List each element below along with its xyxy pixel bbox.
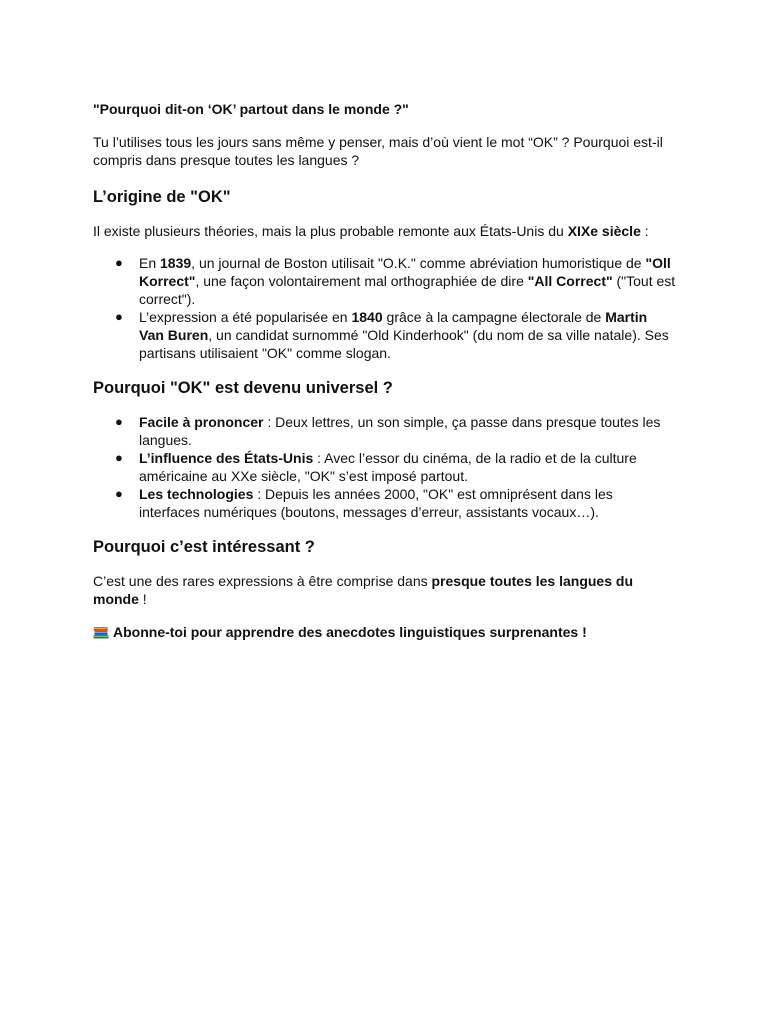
universal-list (93, 413, 676, 521)
item-bold: 1839 (160, 255, 192, 271)
item-text: : Deux lettres, un son simple, ça passe dans presque toutes les langues. (139, 414, 661, 448)
bullet-icon: ● (115, 309, 123, 324)
origin-lead-paragraph (93, 222, 676, 240)
subscribe-callout (93, 623, 676, 641)
section-heading-universal: Pourquoi "OK" est devenu universel ? (93, 379, 393, 397)
origin-lead-text: Il existe plusieurs théories, mais la plus probable remonte aux États-Unis du (93, 223, 568, 239)
list-item (115, 485, 676, 521)
list-item (115, 308, 676, 362)
item-bold: L’influence des États-Unis (139, 450, 314, 466)
item-bold: 1840 (351, 309, 383, 325)
item-bold: Les technologies (139, 486, 254, 502)
section-heading-interesting: Pourquoi c’est intéressant ? (93, 538, 315, 556)
paragraph-bold: presque toutes les langues du monde (93, 573, 633, 607)
item-text: , un journal de Boston utilisait "O.K." comme abréviation humoristique de (191, 255, 646, 271)
origin-lead-end: : (640, 223, 649, 239)
bullet-icon: ● (115, 255, 123, 270)
item-text: ("Tout est correct"). (139, 273, 676, 307)
subscribe-text: Abonne-toi pour apprendre des anecdotes linguistiques surprenantes ! (113, 624, 587, 640)
item-bold: "All Correct" (527, 273, 613, 289)
item-text: grâce à la campagne électorale de (382, 309, 606, 325)
list-item (115, 254, 676, 308)
origin-list (93, 254, 676, 362)
document-title: "Pourquoi dit-on ‘OK’ partout dans le monde ?" (93, 101, 409, 117)
list-item (115, 449, 676, 485)
paragraph-text: C’est une des rares expressions à être comprise dans (93, 573, 432, 589)
section-heading-origin: L’origine de "OK" (93, 188, 231, 206)
list-item (115, 413, 676, 449)
bullet-icon: ● (115, 450, 123, 465)
intro-paragraph: Tu l’utilises tous les jours sans même y penser, mais d’où vient le mot “OK” ? Pourquoi est-il compris dans presque toutes les langues ? (93, 134, 663, 168)
item-text: , une façon volontairement mal orthographiée de dire (195, 273, 528, 289)
bullet-icon: ● (115, 486, 123, 501)
item-bold: Facile à prononcer (139, 414, 264, 430)
item-text: : Avec l’essor du cinéma, de la radio et de la culture américaine au XXe siècle, "OK" s’est imposé partout. (139, 450, 637, 484)
bullet-icon: ● (115, 414, 123, 429)
item-bold: "Oll Korrect" (139, 255, 671, 289)
origin-lead-bold: XIXe siècle (567, 223, 641, 239)
item-text: L’expression a été popularisée en (139, 309, 352, 325)
item-text: : Depuis les années 2000, "OK" est omniprésent dans les interfaces numériques (boutons, messages d’erreur, assistants vocaux…). (139, 486, 613, 520)
paragraph-text: ! (138, 591, 147, 607)
item-text: , un candidat surnommé "Old Kinderhook" (du nom de sa ville natale). Ses partisans utilisaient "OK" comme slogan. (139, 327, 669, 361)
interesting-paragraph (93, 572, 676, 608)
books-icon (93, 625, 109, 639)
item-text: En (139, 255, 161, 271)
item-bold: Martin Van Buren (139, 309, 648, 343)
